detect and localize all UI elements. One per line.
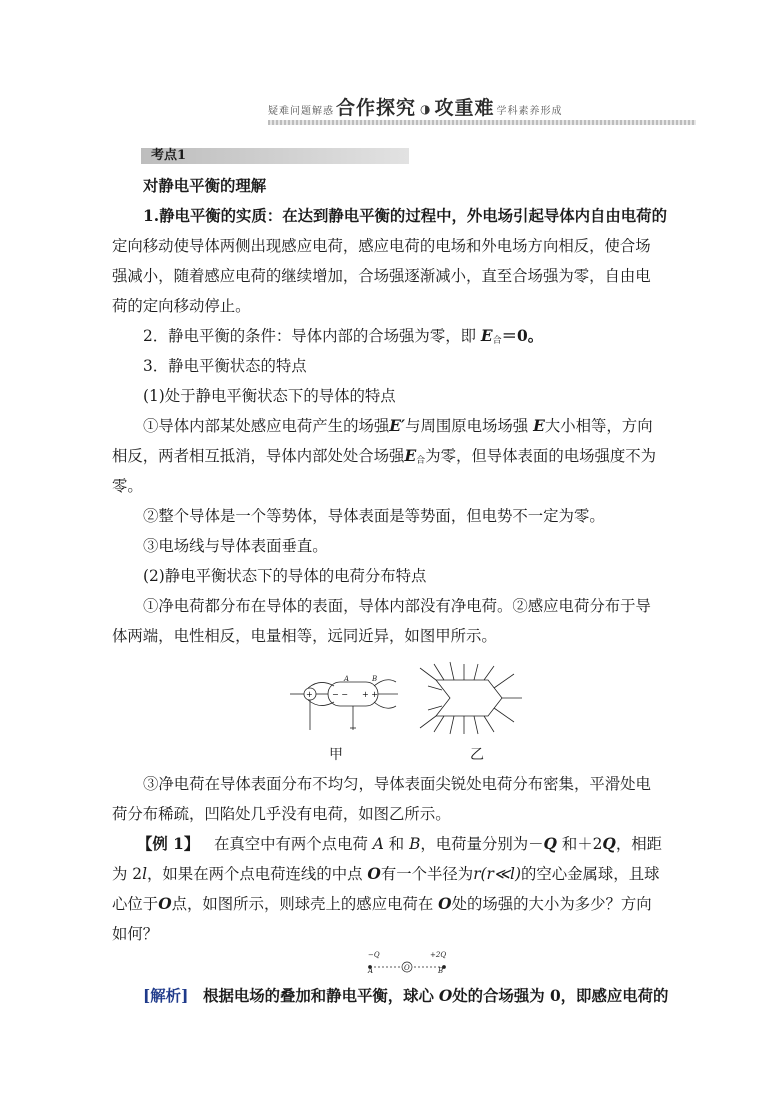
section-banner bbox=[268, 96, 696, 126]
example-line: 为 2l，如果在两个点电荷连线的中点 O有一个半径为r(r≪l)的空心金属球，且球 bbox=[112, 865, 660, 883]
svg-text:+ +: + + bbox=[362, 690, 378, 699]
paragraph-line: ①导体内部某处感应电荷产生的场强E′与周围原电场场强 E大小相等，方向 bbox=[143, 417, 653, 435]
figure-yi-diagram bbox=[414, 660, 524, 736]
paragraph-line: ③净电荷在导体表面分布不均匀，导体表面尖锐处电荷分布密集，平滑处电 bbox=[143, 775, 651, 793]
paragraph-line: ②整个导体是一个等势体，导体表面是等势面，但电势不一定为零。 bbox=[143, 507, 605, 525]
section-heading: 对静电平衡的理解 bbox=[143, 177, 267, 195]
figure-label-a: A bbox=[344, 675, 350, 683]
banner-right-text: 学科素养形成 bbox=[496, 106, 563, 117]
paragraph-line: 2．静电平衡的条件：导体内部的合场强为零，即 $E_合=0$。 bbox=[143, 327, 544, 346]
example-label: 【例 1】 bbox=[137, 835, 200, 853]
example-label-b: B bbox=[438, 967, 444, 975]
paragraph-line: ①净电荷都分布在导体的表面，导体内部没有净电荷。②感应电荷分布于导 bbox=[143, 597, 651, 615]
paragraph-line: (1)处于静电平衡状态下的导体的特点 bbox=[143, 387, 396, 405]
paragraph-line: 体两端，电性相反，电量相等，远同近异，如图甲所示。 bbox=[112, 627, 497, 645]
banner-divider bbox=[268, 120, 696, 125]
figure-caption-jia: 甲 bbox=[329, 747, 343, 763]
example-label-negq: −Q bbox=[368, 951, 380, 959]
paragraph-line: 定向移动使导体两侧出现感应电荷，感应电荷的电场和外电场方向相反，使合场 bbox=[112, 237, 651, 255]
paragraph-line: 3．静电平衡状态的特点 bbox=[143, 357, 307, 375]
svg-text:+: + bbox=[306, 690, 313, 699]
paragraph-line: 荷分布稀疏，凹陷处几乎没有电荷，如图乙所示。 bbox=[112, 805, 451, 823]
banner-title-accent: 攻重难 bbox=[434, 97, 495, 119]
paragraph-line: 强减小，随着感应电荷的继续增加，合场强逐渐减小，直至合场强为零，自由电 bbox=[112, 267, 651, 285]
paragraph-line: 零。 bbox=[112, 477, 143, 495]
example-line: 如何？ bbox=[112, 925, 159, 943]
example-line: 【例 1】 在真空中有两个点电荷 A 和 B，电荷量分别为－Q 和＋2Q，相距 bbox=[137, 835, 663, 853]
figure-label-b: B bbox=[372, 675, 378, 683]
solution-line: [解析] 根据电场的叠加和静电平衡，球心 O处的合场强为 0，即感应电荷的 bbox=[143, 987, 669, 1005]
paragraph-line: 荷的定向移动停止。 bbox=[112, 297, 251, 315]
banner-left-text: 疑难问题解惑 bbox=[268, 106, 334, 117]
example-line: 心位于O点，如图所示，则球壳上的感应电荷在 O处的场强的大小为多少？方向 bbox=[112, 895, 652, 913]
paragraph-line: 相反，两者相互抵消，导体内部处处合场强$E_合$为零，但导体表面的电场强度不为 bbox=[112, 447, 657, 466]
svg-text:− −: − − bbox=[332, 690, 348, 699]
topic-tag-label: 考点1 bbox=[151, 148, 187, 163]
solution-label: [解析] bbox=[143, 987, 189, 1005]
banner-title-main: 合作探究 bbox=[336, 97, 417, 119]
example-label-o: O bbox=[404, 964, 410, 972]
paragraph-line: 1.静电平衡的实质：在达到静电平衡的过程中，外电场引起导体内自由电荷的 bbox=[143, 207, 667, 225]
topic-tag bbox=[141, 148, 409, 164]
paragraph-line: (2)静电平衡状态下的导体的电荷分布特点 bbox=[143, 567, 427, 585]
example-label-posq: +2Q bbox=[430, 951, 447, 959]
paragraph-line: ③电场线与导体表面垂直。 bbox=[143, 537, 328, 555]
figure-caption-yi: 乙 bbox=[470, 747, 484, 763]
example-label-a: A bbox=[368, 967, 374, 975]
banner-arrow-icon: ◑ bbox=[420, 102, 431, 116]
